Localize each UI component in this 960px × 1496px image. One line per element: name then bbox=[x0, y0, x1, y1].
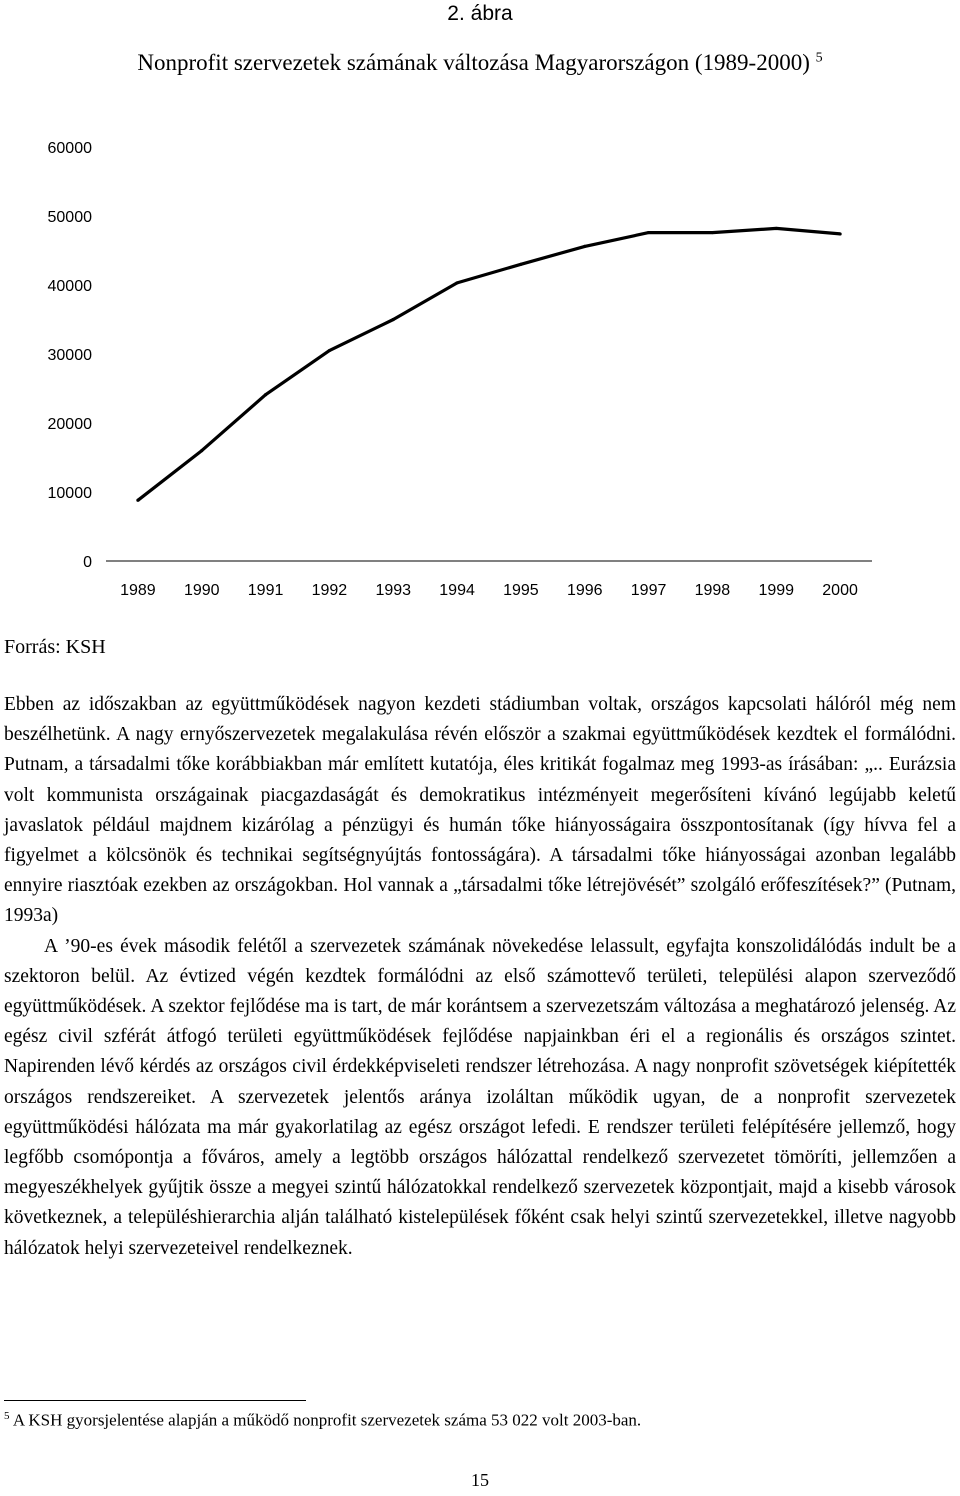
footnote bbox=[4, 1410, 641, 1431]
x-tick-label: 1992 bbox=[311, 582, 348, 599]
data-point bbox=[838, 232, 841, 235]
data-point bbox=[136, 499, 139, 502]
data-point bbox=[392, 318, 395, 321]
x-tick-label: 1989 bbox=[120, 582, 156, 599]
x-tick-label: 1998 bbox=[694, 582, 731, 599]
figure-title bbox=[0, 50, 960, 76]
data-point bbox=[583, 245, 586, 248]
series-line bbox=[138, 228, 840, 500]
y-tick-label: 40000 bbox=[47, 278, 92, 295]
line-chart bbox=[0, 125, 960, 615]
x-tick-label: 1990 bbox=[183, 582, 220, 599]
x-tick-label: 1996 bbox=[566, 582, 603, 599]
source-note: Forrás: KSH bbox=[4, 636, 106, 658]
x-tick-label: 1997 bbox=[630, 582, 667, 599]
y-tick-label: 0 bbox=[83, 554, 92, 571]
x-tick-label: 2000 bbox=[822, 582, 858, 599]
x-tick-label: 1993 bbox=[375, 582, 412, 599]
data-point bbox=[711, 231, 714, 234]
footnote-text: A KSH gyorsjelentése alapján a működő nonprofit szervezetek száma 53 022 volt 2003-ban. bbox=[12, 1410, 642, 1430]
x-tick-label: 1994 bbox=[439, 582, 475, 599]
paragraph-2: A ’90-es évek második felétől a szervezetek számának növekedése lelassult, egyfajta konszolidálódás indult be a szektoron belül. Az évtized végén kezdtek formálódni az első számottevő területi, települési alapon szerveződő együttműködések. A szektor fejlődése ma is tart, de már korántsem a szervezetszám változása a meghatározó jelenség. Az egész civil szférát átfogó területi együttműködések fejlődése napjainkban éri el a regionális és országos szintet. Napirenden lévő kérdés az országos civil érdekképviseleti rendszer létrehozása. A nagy nonprofit szövetségek kiépítették országos rendszereiket. A szervezetek jelentős aránya izoláltan működik ugyan, de a nonprofit szervezetek együttműködési hálózata ma már gyakorlatilag az egész országot lefedi. E rendszer területi felépítésére jellemző, hogy legfőbb csomópontja a főváros, amely a legtöbb országos hálózattal rendelkező szervezetet tömöríti, jellemzően a megyeszékhelyek gyűjtik össze a megyei szintű hálózatokkal rendelkező szervezetek központjait, majd a kisebb városok következnek, a településhierarchia alján található kistelepülések főként csak helyi szintű szervezetekkel, illetve nagyobb hálózatok helyi szervezeteivel rendelkeznek. bbox=[4, 935, 956, 1259]
title-footnote-ref: 5 bbox=[815, 50, 823, 66]
data-point bbox=[264, 393, 267, 396]
y-tick-label: 60000 bbox=[47, 140, 92, 157]
footnote-divider bbox=[4, 1400, 306, 1401]
data-point bbox=[200, 449, 203, 452]
x-tick-label: 1999 bbox=[758, 582, 795, 599]
data-point bbox=[519, 263, 522, 266]
x-tick-label: 1991 bbox=[247, 582, 284, 599]
y-tick-label: 10000 bbox=[47, 485, 92, 502]
data-point bbox=[647, 231, 650, 234]
body-text bbox=[4, 690, 956, 1264]
y-tick-label: 30000 bbox=[47, 347, 92, 364]
paragraph-1: Ebben az időszakban az együttműködések nagyon kezdeti stádiumban voltak, országos kapcsolati hálóról még nem beszélhetünk. A nagy ernyőszervezetek megalakulása révén először a szakmai együttműködések kezdtek el formálódni. Putnam, a társadalmi tőke korábbiakban már említett kutatója, éles kritikát fogalmaz meg 1993-as írásában: „.. Eurázsia volt kommunista országainak piacgazdaságát és demokratikus intézményeit megerősíteni kívánó legújabb keletű javaslatok például majdnem kizárólag a pénzügyi és humán tőke hiányosságaira összpontosítanak (így hívva fel a figyelmet a kölcsönök és technikai segítségnyújtás fontosságára). A társadalmi tőke hiányosságai azonban legalább ennyire riasztóak ezekben az országokban. Hol vannak a „társadalmi tőke létrejövését” szolgáló erőfeszítések?” (Putnam, 1993a) bbox=[4, 694, 956, 927]
data-point bbox=[455, 281, 458, 284]
footnote-number: 5 bbox=[4, 1410, 10, 1422]
y-tick-label: 50000 bbox=[47, 209, 92, 226]
figure-label: 2. ábra bbox=[447, 2, 513, 25]
page-number: 15 bbox=[471, 1470, 489, 1490]
y-tick-label: 20000 bbox=[47, 416, 92, 433]
x-tick-label: 1995 bbox=[503, 582, 539, 599]
figure-title-text: Nonprofit szervezetek számának változása Magyarországon (1989-2000) bbox=[137, 50, 810, 75]
data-point bbox=[328, 349, 331, 352]
data-point bbox=[775, 227, 778, 230]
